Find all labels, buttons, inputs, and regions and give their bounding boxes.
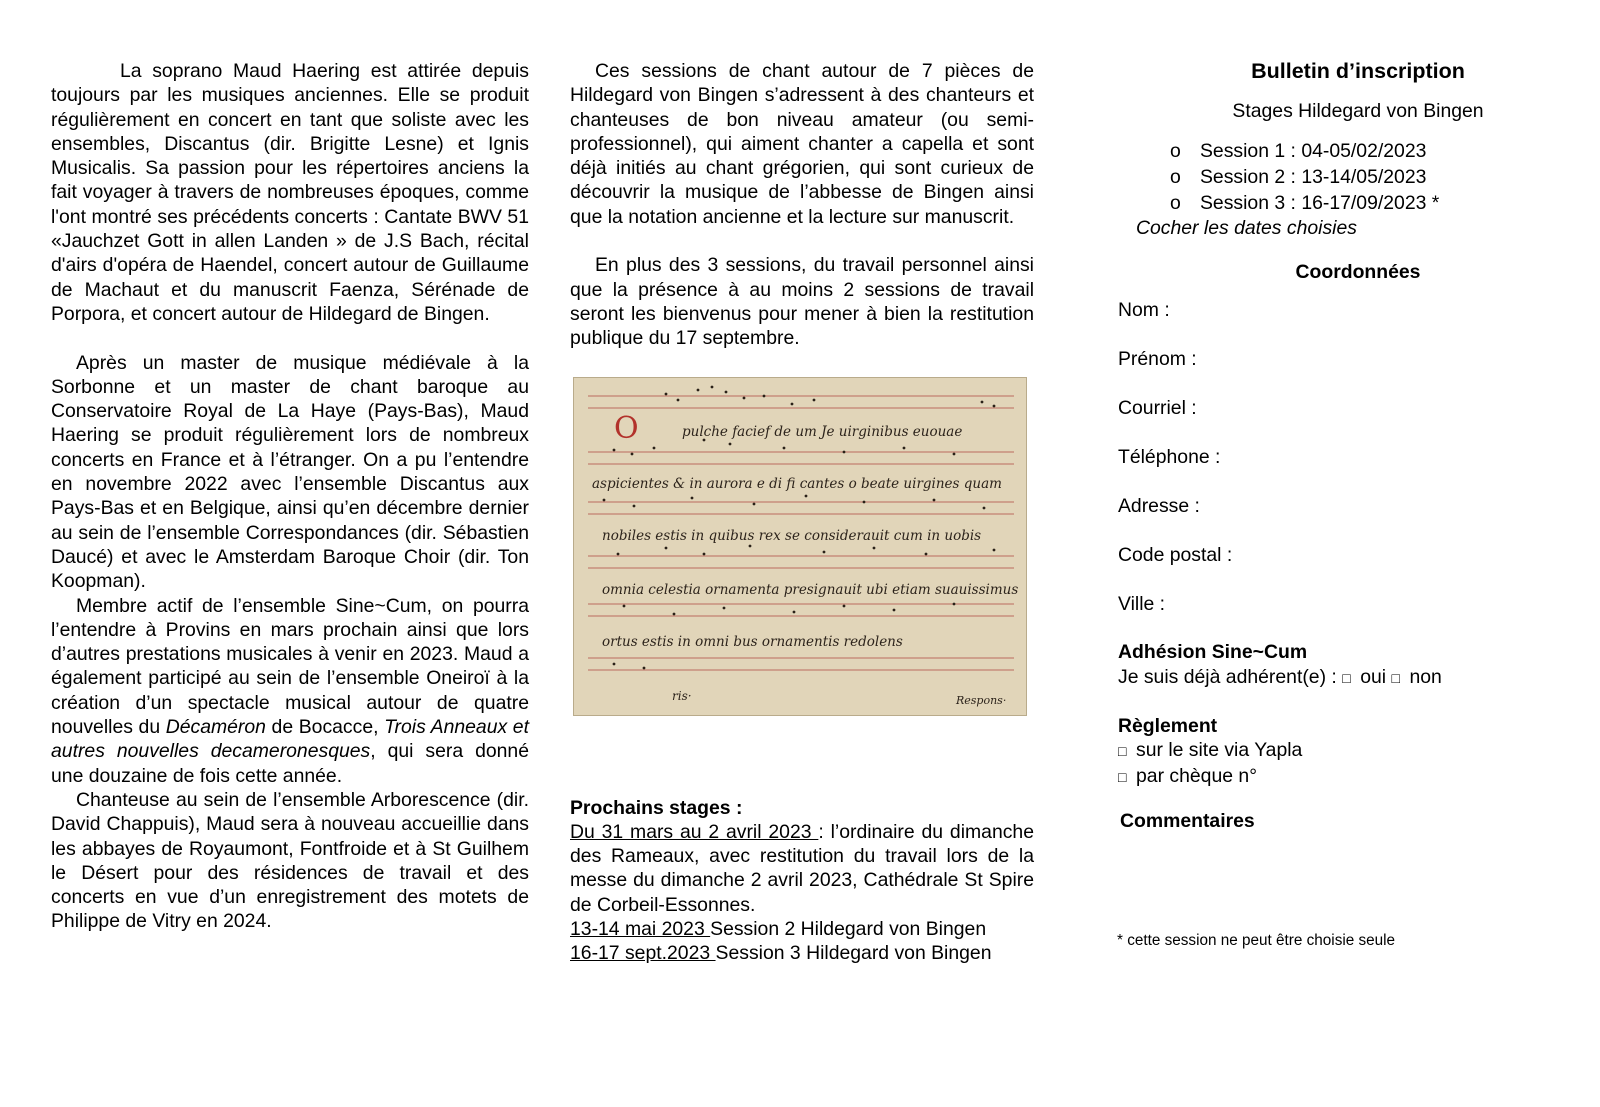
non-label: non	[1409, 665, 1442, 688]
registration-form	[1118, 59, 1518, 954]
adhesion-row: Je suis déjà adhérent(e) : □ oui □ non	[1118, 665, 1518, 690]
svg-text:O: O	[614, 410, 639, 446]
stage-1: Du 31 mars au 2 avril 2023 : l’ordinaire du dimanche des Rameaux, avec restitution du travail lors de la messe du dimanche 2 avril 2023, Cathédrale St Spire de Corbeil-Essonnes.	[570, 820, 1034, 916]
stage-3: 16-17 sept.2023 Session 3 Hildegard von Bingen	[570, 942, 992, 965]
manuscript-line-4: omnia celestia ornamenta presignauit ubi etiam suauissimus	[602, 581, 1019, 598]
code-postal-field[interactable]: Code postal :	[1118, 543, 1233, 566]
manuscript-line-1: pulche facief de um Je uirginibus euouae	[682, 423, 963, 440]
manuscript-line-2: aspicientes & in aurora e di fi cantes o beate uirgines quam	[592, 475, 1002, 492]
ville-field[interactable]: Ville :	[1118, 592, 1166, 615]
bio-paragraph-1: La soprano Maud Haering est attirée depuis toujours par les musiques anciennes. Elle se produit régulièrement en concert en tant que soliste avec les ensembles, Discantus (dir. Brigitte Lesne) et Ignis Musicalis. Sa passion pour les répertoires anciens la fait voyager à travers de nombreuses époques, comme l'ont montré ses précédents concerts : Cantate BWV 51 «Jauchzet Gott in allen Landen » de J.S Bach, récital d'airs d'opéra de Haendel, concert autour de Guillaume de Machaut et du manuscrit Faenza, Sérénade de Porpora, et concert autour de Hildegard de Bingen.	[51, 60, 529, 325]
session-option[interactable]: o Session 3 : 16-17/09/2023 *	[1170, 191, 1440, 214]
checkbox-icon[interactable]: □	[1118, 768, 1127, 785]
session-option[interactable]: o Session 1 : 04-05/02/2023	[1170, 139, 1427, 162]
courriel-field[interactable]: Courriel :	[1118, 396, 1197, 419]
oui-checkbox-icon[interactable]: □	[1342, 669, 1351, 686]
telephone-field[interactable]: Téléphone :	[1118, 445, 1221, 468]
bio-paragraph-3: Membre actif de l’ensemble Sine~Cum, on pourra l’entendre à Provins en mars prochain ainsi que lors d’autres prestations musicales à venir en 2023. Maud a également participé au sein de l’ensemble Oneiroï à la création d’un spectacle musical autour de quatre nouvelles du Décaméron de Bocacce, Trois Anneaux et autres nouvelles decameronesques, qui sera donné une douzaine de fois cette année.	[51, 594, 529, 787]
stage-2: 13-14 mai 2023 Session 2 Hildegard von Bingen	[570, 918, 987, 941]
session-option[interactable]: o Session 2 : 13-14/05/2023	[1170, 165, 1427, 188]
adhesion-heading: Adhésion Sine~Cum	[1118, 641, 1308, 664]
oui-label: oui	[1360, 665, 1387, 688]
bio-paragraph-4: Chanteuse au sein de l’ensemble Arborescence (dir. David Chappuis), Maud sera à nouveau accueillie dans les abbayes de Royaumont, Fontfroide et à St Guilhem le Désert pour des résidences de travail et des concerts en vue d’un enregistrement des motets de Philippe de Vitry en 2024.	[51, 788, 529, 933]
reglement-option-cheque[interactable]: □ par chèque n°	[1118, 764, 1518, 789]
bullet-icon: o	[1170, 191, 1181, 214]
manuscript-image	[573, 377, 1027, 716]
sessions-paragraph-2: En plus des 3 sessions, du travail personnel ainsi que la présence à au moins 2 sessions de travail seront les bienvenus pour mener à bien la restitution publique du 17 septembre.	[570, 254, 1034, 350]
non-checkbox-icon[interactable]: □	[1391, 669, 1400, 686]
sessions-paragraph-1: Ces sessions de chant autour de 7 pièces de Hildegard von Bingen s’adressent à des chanteurs et chanteuses de bon niveau amateur (ou semi-professionnel), qui aiment chanter a capella et sont déjà initiés au chant grégorien, qui sont curieux de découvrir la musique de l’abbesse de Bingen ainsi que la notation ancienne et la lecture sur manuscrit.	[570, 60, 1034, 228]
reglement-option-yapla[interactable]: □ sur le site via Yapla	[1118, 738, 1518, 763]
choose-dates-hint: Cocher les dates choisies	[1136, 216, 1357, 239]
checkbox-icon[interactable]: □	[1118, 743, 1127, 760]
manuscript-line-3: nobiles estis in quibus rex se considerauit cum in uobis	[602, 527, 982, 544]
commentaires-heading: Commentaires	[1120, 809, 1255, 832]
bio-paragraph-2: Après un master de musique médiévale à la Sorbonne et un master de chant baroque au Conservatoire Royal de La Haye (Pays-Bas), Maud Haering se produit régulièrement lors de nombreux concerts en France et à l’étranger. On a pu l’entendre en novembre 2022 avec l’ensemble Discantus aux Pays-Bas et en Belgique, ainsi qu’en décembre dernier au sein de l’ensemble Correspondances (dir. Sébastien Daucé) et avec le Amsterdam Baroque Choir (dir. Ton Koopman).	[51, 351, 529, 593]
prenom-field[interactable]: Prénom :	[1118, 348, 1197, 371]
reglement-heading: Règlement	[1118, 715, 1218, 738]
manuscript-line-5: ortus estis in omni bus ornamentis redolens	[602, 633, 903, 650]
session-list	[1118, 138, 1518, 216]
footnote: * cette session ne peut être choisie seule	[1117, 932, 1396, 950]
coordonnees-heading: Coordonnées	[1295, 260, 1421, 283]
prochains-stages-heading: Prochains stages :	[570, 796, 743, 819]
nom-field[interactable]: Nom :	[1118, 299, 1170, 322]
bullet-icon: o	[1170, 165, 1181, 188]
form-subtitle: Stages Hildegard von Bingen	[1232, 100, 1484, 123]
form-title: Bulletin d’inscription	[1251, 59, 1465, 83]
manuscript-line-7: Respons·	[956, 693, 1007, 707]
sessions-column	[570, 59, 1034, 966]
bullet-icon: o	[1170, 139, 1181, 162]
manuscript-line-6: ris·	[672, 688, 692, 703]
biography-column	[51, 59, 529, 934]
adresse-field[interactable]: Adresse :	[1118, 494, 1200, 517]
